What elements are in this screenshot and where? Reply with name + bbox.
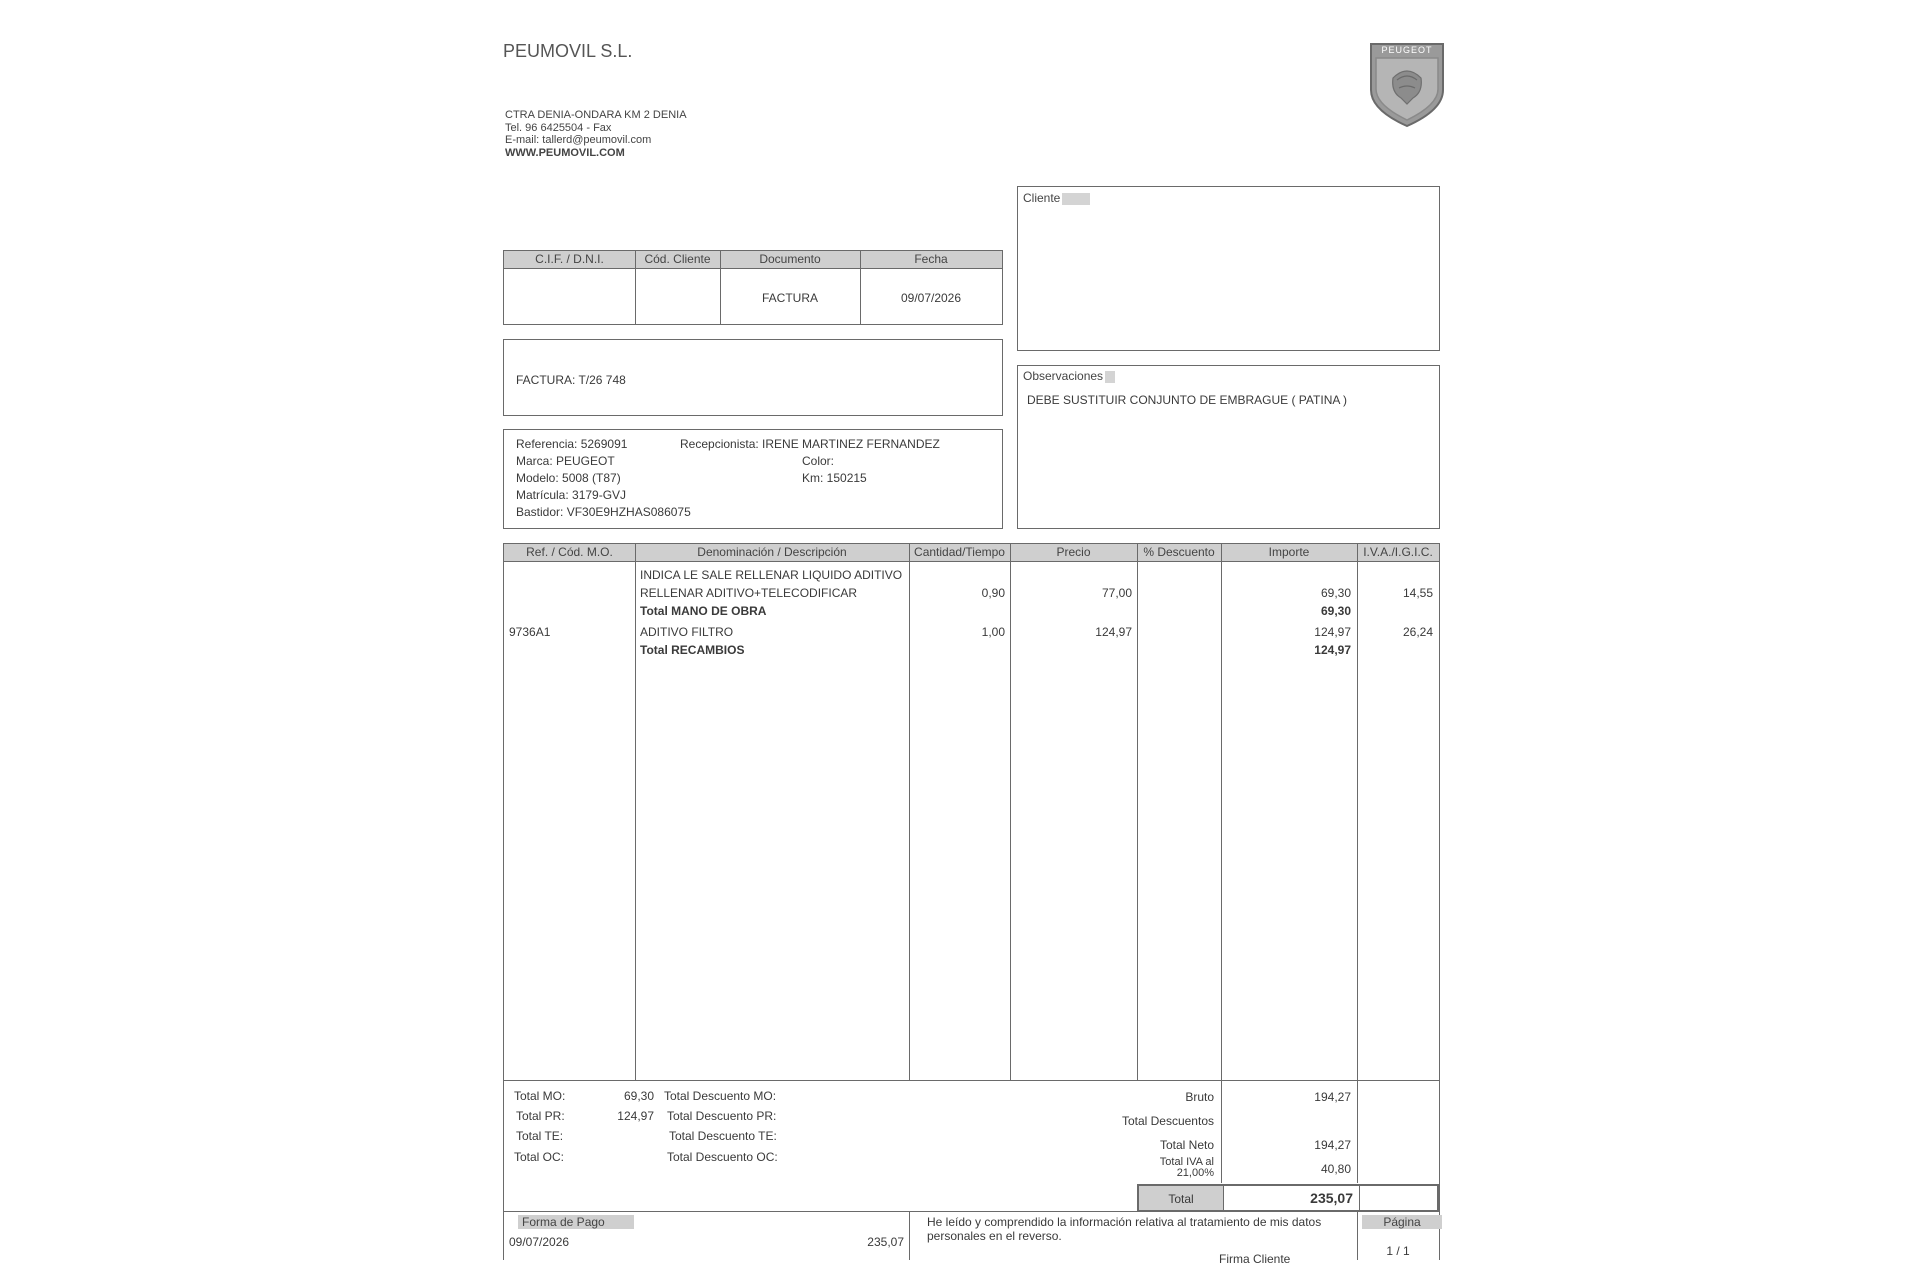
col-descuento: % Descuento — [1143, 545, 1215, 559]
observations-text: DEBE SUSTITUIR CONJUNTO DE EMBRAGUE ( PATINA ) — [1027, 393, 1348, 407]
company-web: WWW.PEUMOVIL.COM — [505, 146, 625, 159]
total-descuento-pr: Total Descuento PR: — [667, 1109, 777, 1123]
grand-total-box — [1137, 1184, 1439, 1212]
observations-box — [1017, 365, 1440, 529]
grand-total-label: Total — [1168, 1192, 1194, 1206]
table-row — [504, 643, 1439, 660]
total-neto-label: Total Neto — [1159, 1138, 1214, 1152]
line-items-table — [503, 543, 1440, 1081]
total-pr-label: Total PR: — [516, 1109, 565, 1123]
totals-section — [503, 1080, 1440, 1212]
row-desc: RELLENAR ADITIVO+TELECODIFICAR — [640, 586, 858, 600]
peugeot-lion-shield-icon — [1367, 40, 1447, 128]
table-row — [504, 568, 1439, 585]
vehicle-matricula: Matrícula: 3179-GVJ — [516, 488, 627, 502]
client-label: Cliente — [1023, 191, 1090, 205]
row-amount: 124,97 — [1314, 643, 1351, 657]
col-cif: C.I.F. / D.N.I. — [535, 252, 604, 266]
col-documento: Documento — [759, 252, 821, 266]
pagina-label: Página — [1362, 1215, 1442, 1229]
vehicle-bastidor: Bastidor: VF30E9HZHAS086075 — [516, 505, 691, 519]
payment-date: 09/07/2026 — [509, 1235, 570, 1249]
total-descuentos-label: Total Descuentos — [1121, 1114, 1214, 1128]
col-cantidad: Cantidad/Tiempo — [914, 545, 1005, 559]
observations-label: Observaciones — [1023, 369, 1115, 383]
col-fecha: Fecha — [914, 252, 948, 266]
payment-section — [503, 1211, 1440, 1266]
total-iva-value: 40,80 — [1320, 1162, 1351, 1176]
vehicle-info-box — [503, 429, 1003, 529]
row-amount: 69,30 — [1320, 604, 1351, 618]
company-address: CTRA DENIA-ONDARA KM 2 DENIA — [505, 109, 687, 121]
vehicle-modelo: Modelo: 5008 (T87) — [516, 471, 621, 485]
col-iva: I.V.A./I.G.I.C. — [1363, 545, 1433, 559]
row-qty: 0,90 — [981, 586, 1005, 600]
client-box — [1017, 186, 1440, 351]
total-neto-value: 194,27 — [1314, 1138, 1351, 1152]
legal-text: He leído y comprendido la información relativa al tratamiento de mis datos personales en el reverso. — [927, 1215, 1322, 1243]
row-ref: 9736A1 — [509, 625, 551, 639]
row-qty: 1,00 — [981, 625, 1005, 639]
row-desc: Total MANO DE OBRA — [640, 604, 767, 618]
payment-label: Forma de Pago — [518, 1215, 634, 1229]
total-descuento-oc: Total Descuento OC: — [667, 1150, 778, 1164]
company-phone: Tel. 96 6425504 - Fax — [505, 121, 612, 134]
row-iva: 14,55 — [1402, 586, 1433, 600]
row-desc: Total RECAMBIOS — [640, 643, 745, 657]
total-mo-label: Total MO: — [514, 1089, 566, 1103]
invoice-number-box — [503, 339, 1003, 416]
bruto-value: 194,27 — [1314, 1090, 1351, 1104]
row-amount: 124,97 — [1314, 625, 1351, 639]
vehicle-marca: Marca: PEUGEOT — [516, 454, 615, 468]
total-te-label: Total TE: — [516, 1129, 564, 1143]
col-ref: Ref. / Cód. M.O. — [526, 545, 613, 559]
row-price: 124,97 — [1095, 625, 1132, 639]
row-desc: INDICA LE SALE RELLENAR LIQUIDO ADITIVO — [640, 568, 903, 582]
logo-text: PEUGEOT — [1381, 45, 1433, 55]
pagina-value: 1 / 1 — [1386, 1244, 1410, 1258]
grand-total-value: 235,07 — [1310, 1190, 1353, 1206]
vehicle-color: Color: — [802, 454, 835, 468]
fecha-value: 09/07/2026 — [900, 291, 962, 305]
col-descripcion: Denominación / Descripción — [697, 545, 847, 559]
payment-amount: 235,07 — [867, 1235, 904, 1249]
col-cod-cliente: Cód. Cliente — [644, 252, 711, 266]
bruto-label: Bruto — [1185, 1090, 1214, 1104]
total-descuento-te: Total Descuento TE: — [669, 1129, 777, 1143]
company-name: PEUMOVIL S.L. — [503, 41, 633, 61]
vehicle-referencia: Referencia: 5269091 — [516, 437, 628, 451]
col-precio: Precio — [1056, 545, 1091, 559]
document-header-table — [503, 250, 1003, 325]
total-oc-label: Total OC: — [514, 1150, 565, 1164]
vehicle-recepcionista: Recepcionista: IRENE MARTINEZ FERNANDEZ — [680, 437, 940, 451]
table-row — [504, 604, 1439, 621]
total-iva-label: Total IVA al 21,00% — [1159, 1156, 1214, 1179]
row-price: 77,00 — [1101, 586, 1132, 600]
company-contact — [505, 109, 687, 159]
table-row — [504, 586, 1439, 603]
total-descuento-mo: Total Descuento MO: — [664, 1089, 777, 1103]
documento-value: FACTURA — [761, 291, 818, 305]
col-importe: Importe — [1268, 545, 1310, 559]
table-row — [504, 625, 1439, 642]
row-amount: 69,30 — [1320, 586, 1351, 600]
row-iva: 26,24 — [1402, 625, 1433, 639]
firma-cliente: Firma Cliente — [1219, 1252, 1291, 1266]
total-mo-value: 69,30 — [623, 1089, 654, 1103]
row-desc: ADITIVO FILTRO — [640, 625, 734, 639]
invoice-number: FACTURA: T/26 748 — [516, 373, 626, 387]
company-email: E-mail: tallerd@peumovil.com — [505, 134, 652, 146]
total-pr-value: 124,97 — [617, 1109, 654, 1123]
vehicle-km: Km: 150215 — [802, 471, 867, 485]
